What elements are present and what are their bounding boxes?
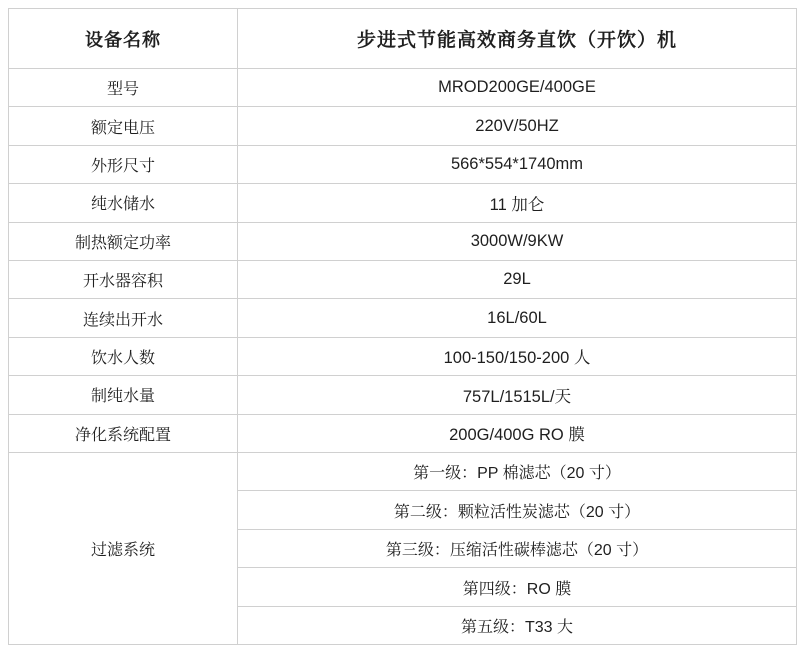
row-value: 11 加仑: [238, 184, 797, 222]
row-label: 饮水人数: [9, 337, 238, 375]
filter-stage-value: 第二级：颗粒活性炭滤芯（20 寸）: [238, 491, 797, 530]
row-value: 200G/400G RO 膜: [238, 414, 797, 452]
row-value: 566*554*1740mm: [238, 145, 797, 183]
row-value: 100-150/150-200 人: [238, 337, 797, 375]
filter-stage-value: 第三级：压缩活性碳棒滤芯（20 寸）: [238, 529, 797, 568]
header-label-cell: 设备名称: [9, 9, 238, 69]
table-row: [9, 414, 797, 452]
row-label: 净化系统配置: [9, 414, 238, 452]
row-label: 型号: [9, 69, 238, 107]
row-value: 16L/60L: [238, 299, 797, 337]
filter-stage-value: 第四级：RO 膜: [238, 568, 797, 607]
table-header-row: [9, 9, 797, 69]
table-row: [9, 184, 797, 222]
row-label: 连续出开水: [9, 299, 238, 337]
table-row: [9, 376, 797, 414]
row-label: 制热额定功率: [9, 222, 238, 260]
table-row: [9, 69, 797, 107]
row-label: 制纯水量: [9, 376, 238, 414]
filter-row: [9, 452, 797, 491]
table-body: [9, 9, 797, 645]
row-value: 3000W/9KW: [238, 222, 797, 260]
row-label: 额定电压: [9, 107, 238, 145]
filter-stage-value: 第五级：T33 大: [238, 606, 797, 645]
filter-system-label: 过滤系统: [9, 452, 238, 645]
table-row: [9, 260, 797, 298]
table-row: [9, 145, 797, 183]
table-row: [9, 222, 797, 260]
row-label: 开水器容积: [9, 260, 238, 298]
row-label: 纯水储水: [9, 184, 238, 222]
table-row: [9, 337, 797, 375]
row-label: 外形尺寸: [9, 145, 238, 183]
row-value: 757L/1515L/天: [238, 376, 797, 414]
filter-stage-value: 第一级：PP 棉滤芯（20 寸）: [238, 452, 797, 491]
table-row: [9, 299, 797, 337]
row-value: MROD200GE/400GE: [238, 69, 797, 107]
row-value: 29L: [238, 260, 797, 298]
header-value-cell: 步进式节能高效商务直饮（开饮）机: [238, 9, 797, 69]
row-value: 220V/50HZ: [238, 107, 797, 145]
table-row: [9, 107, 797, 145]
specification-table: [8, 8, 797, 645]
